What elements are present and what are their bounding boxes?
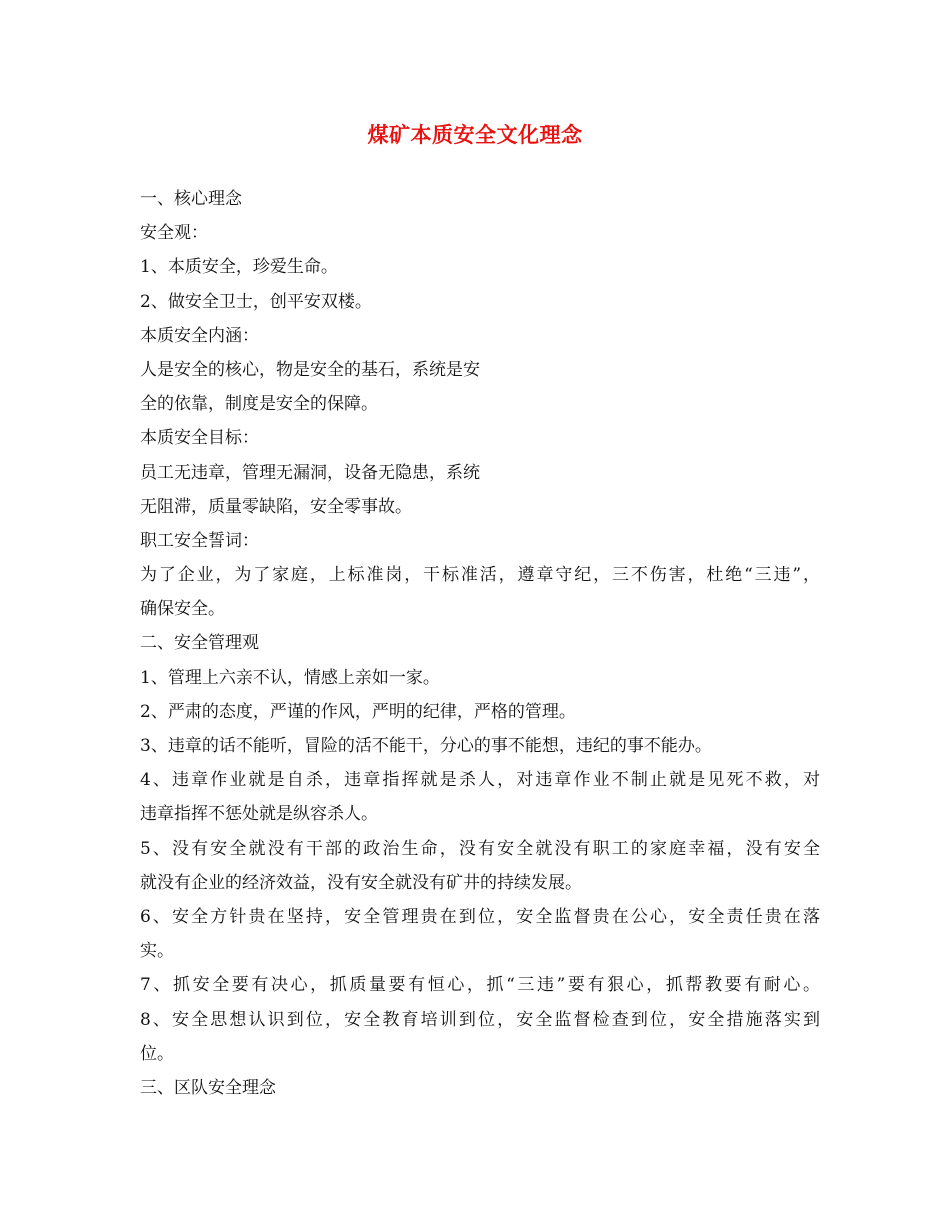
text-line: 8、安全思想认识到位，安全教育培训到位，安全监督检查到位，安全措施落实到: [140, 1009, 820, 1030]
text-line: 二、安全管理观: [140, 633, 259, 654]
text-line: 本质安全内涵：: [140, 325, 259, 346]
text-line: 无阻滞，质量零缺陷，安全零事故。: [140, 496, 412, 517]
text-line: 7、抓安全要有决心，抓质量要有恒心，抓“三违”要有狠心，抓帮教要有耐心。: [140, 975, 820, 996]
text-line: 人是安全的核心，物是安全的基石，系统是安: [140, 359, 480, 380]
text-line: 全的依靠，制度是安全的保障。: [140, 394, 378, 415]
text-line: 为了企业，为了家庭，上标准岗，干标准活，遵章守纪，三不伤害，杜绝“三违”，: [140, 565, 820, 586]
text-line: 三、区队安全理念: [140, 1077, 276, 1098]
text-line: 实。: [140, 941, 174, 962]
text-line: 1、管理上六亲不认，情感上亲如一家。: [140, 667, 440, 688]
text-line: 4、违章作业就是自杀，违章指挥就是杀人，对违章作业不制止就是见死不救，对: [140, 770, 820, 791]
text-line: 职工安全誓词：: [140, 530, 259, 551]
text-line: 2、严肃的态度，严谨的作风，严明的纪律，严格的管理。: [140, 701, 576, 722]
document-body: [140, 182, 820, 1105]
text-line: 一、核心理念: [140, 189, 242, 209]
text-line: 3、违章的话不能听，冒险的活不能干，分心的事不能想，违纪的事不能办。: [140, 736, 712, 756]
text-line: 就没有企业的经济效益，没有安全就没有矿井的持续发展。: [140, 872, 582, 893]
text-line: 6、安全方针贵在坚持，安全管理贵在到位，安全监督贵在公心，安全责任贵在落: [140, 906, 820, 927]
text-line: 员工无违章，管理无漏洞，设备无隐患，系统: [140, 462, 480, 483]
document-title: 煤矿本质安全文化理念: [367, 122, 583, 147]
text-line: 5、没有安全就没有干部的政治生命，没有安全就没有职工的家庭幸福，没有安全: [140, 838, 820, 859]
text-line: 位。: [140, 1043, 174, 1064]
text-line: 本质安全目标：: [140, 428, 259, 449]
text-line: 1、本质安全，珍爱生命。: [140, 257, 338, 278]
text-line: 违章指挥不惩处就是纵容杀人。: [140, 804, 378, 825]
text-line: 2、做安全卫士，创平安双楼。: [140, 291, 372, 312]
text-line: 安全观：: [140, 223, 208, 244]
text-line: 确保安全。: [140, 599, 225, 620]
